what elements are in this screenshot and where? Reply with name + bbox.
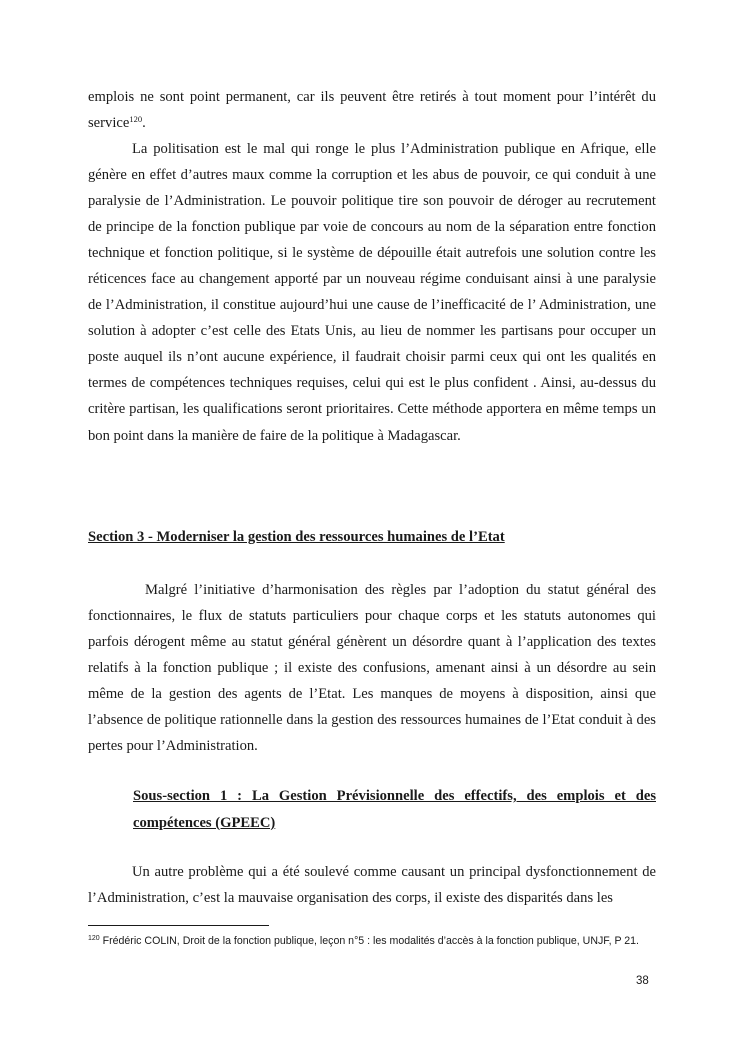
footnote-reference: 120 [129,114,143,125]
paragraph-continuation [88,84,656,136]
paragraph-organisation: Un autre problème qui a été soulevé comme causant un principal dysfonctionnement de l’Administration, c’est la mauvaise organisation des corps, il existe des disparités dans les [88,864,656,907]
footnote-text: Frédéric COLIN, Droit de la fonction publique, leçon n°5 : les modalités d’accès à la fonction publique, UNJF, P 21. [99,935,639,947]
subsection-heading: Sous-section 1 : La Gestion Prévisionnelle des effectifs, des emplois et des compétences (GPEEC) [133,788,656,831]
paragraph-politisation: La politisation est le mal qui ronge le plus l’Administration publique en Afrique, elle génère en effet d’autres maux comme la corruption et les abus de pouvoir, ce qui conduit à une paralysie de l’Administration. Le pouvoir politique tire son pouvoir de déroger au recrutement de principe de la fonction publique par voie de concours au nom de la séparation entre fonction technique et fonction politique, si le système de dépouille était autrefois une solution contre les réticences face au changement apporté par un nouveau régime conduisant ainsi à une paralysie de l’Administration, il constitue aujourd’hui une cause de l’inefficacité de l’ Administration, une solution à adopter c’est celle des Etats Unis, au lieu de nommer les partisans pour occuper un poste auquel ils n’ont aucune expérience, il faudrait choisir parmi ceux qui ont les qualités en termes de compétences techniques requises, celui qui est le plus confident . Ainsi, au-dessus du critère partisan, les qualifications seront prioritaires. Cette méthode apportera en même temps un bon point dans la manière de faire de la politique à Madagascar. [88,141,656,444]
section-heading: Section 3 - Moderniser la gestion des ressources humaines de l’Etat [88,529,505,545]
paragraph-text: emplois ne sont point permanent, car ils peuvent être retirés à tout moment pour l’intérêt du service [88,89,656,132]
paragraph-tail: . [142,115,146,132]
page-number: 38 [636,975,649,987]
footnote-separator [88,925,269,926]
footnote [88,932,668,950]
footnote-number: 120 [88,935,100,942]
paragraph-harmonisation: Malgré l’initiative d’harmonisation des règles par l’adoption du statut général des fonctionnaires, le flux de statuts particuliers pour chaque corps et les statuts autonomes qui parfois dérogent même au statut général génèrent un désordre quant à l’application des textes relatifs à la fonction publique ; il existe des confusions, amenant ainsi à un désordre au sein même de la gestion des agents de l’Etat. Les manques de moyens à disposition, ainsi que l’absence de politique rationnelle dans la gestion des ressources humaines de l’Etat conduit à des pertes pour l’Administration. [88,582,656,755]
